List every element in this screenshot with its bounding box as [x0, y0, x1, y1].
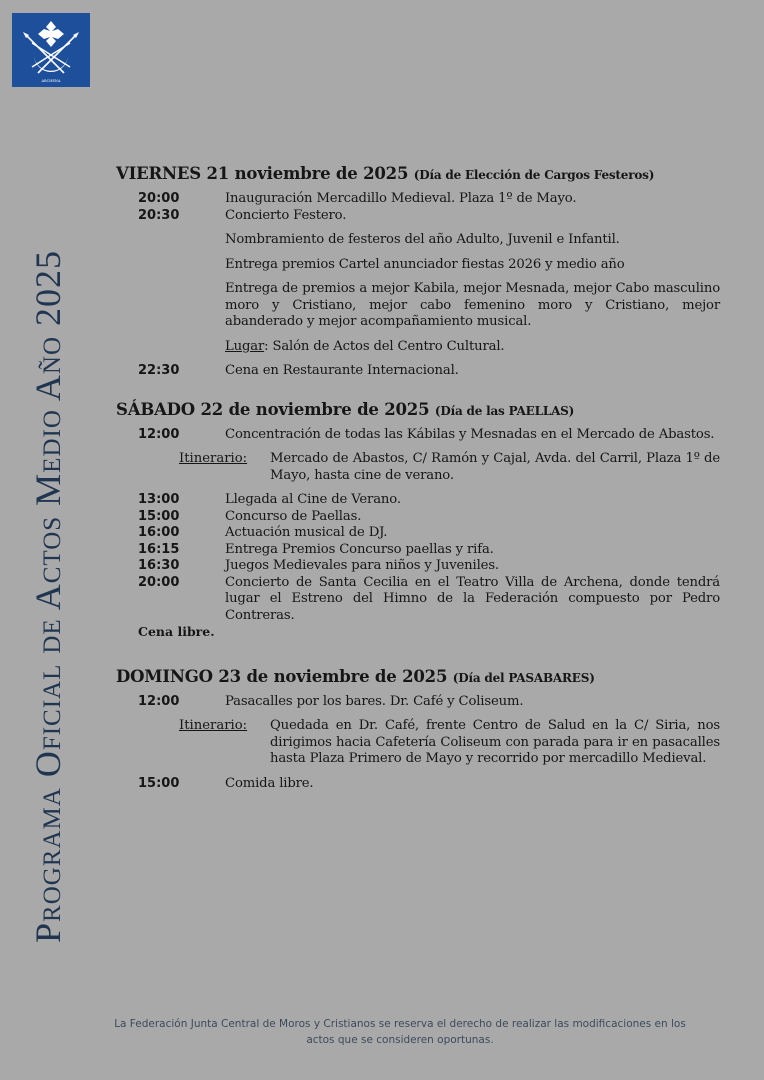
event-row	[116, 363, 720, 380]
logo-caption: ARCHENA	[41, 79, 61, 83]
event-text: Llegada al Cine de Verano.	[225, 492, 401, 507]
event-row	[116, 492, 720, 509]
event-text: Concierto de Santa Cecilia en el Teatro Villa de Archena, donde tendrá lugar el Estreno del Himno de la Federación compuesto por Pedro Contreras.	[225, 574, 720, 623]
event-row	[116, 509, 720, 526]
event-time: 15:00	[138, 508, 180, 524]
event-time: 16:30	[138, 558, 180, 573]
event-time: 13:00	[138, 492, 180, 507]
event-time: 20:00	[138, 574, 180, 590]
event-text: Actuación musical de DJ.	[225, 525, 388, 540]
itinerary-row	[116, 451, 720, 484]
event-text: Concurso de Paellas.	[225, 508, 362, 524]
federation-logo	[12, 13, 90, 87]
day-title: VIERNES 21 noviembre de 2025	[116, 164, 409, 183]
place-label: Lugar	[225, 338, 265, 354]
event-row	[116, 558, 720, 575]
event-row	[116, 191, 720, 208]
event-text: Concierto Festero.	[225, 207, 347, 223]
itinerary-text: Quedada en Dr. Café, frente Centro de Salud en la C/ Siria, nos dirigimos hacia Cafetería Coliseum con parada para ir en pasacalles hasta Plaza Primero de Mayo y recorrido por mercadillo Medieval.	[270, 718, 720, 766]
event-time: 16:00	[138, 525, 180, 540]
day-subtitle: (Día del PASABARES)	[452, 670, 595, 685]
closing-note: Cena libre.	[138, 624, 215, 639]
event-text: Comida libre.	[225, 775, 314, 791]
event-row	[116, 525, 720, 542]
day-heading	[116, 400, 720, 419]
day-heading	[116, 164, 720, 183]
day-title: DOMINGO 23 de noviembre de 2025	[116, 666, 448, 686]
event-row	[116, 542, 720, 559]
event-row	[116, 427, 720, 444]
event-text: Inauguración Mercadillo Medieval. Plaza 1º de Mayo.	[225, 191, 577, 206]
event-text: Concentración de todas las Kábilas y Mesnadas en el Mercado de Abastos.	[225, 426, 715, 442]
event-text: Entrega premios Cartel anunciador fiestas 2026 y medio año	[225, 256, 625, 272]
day-subtitle: (Día de Elección de Cargos Festeros)	[413, 168, 655, 182]
event-text: Cena en Restaurante Internacional.	[225, 363, 459, 378]
day-title: SÁBADO 22 de noviembre de 2025	[116, 399, 430, 419]
itinerary-text: Mercado de Abastos, C/ Ramón y Cajal, Avda. del Carril, Plaza 1º de Mayo, hasta cine de verano.	[270, 451, 720, 483]
day-subtitle: (Día de las PAELLAS)	[434, 403, 575, 418]
place-text: : Salón de Actos del Centro Cultural.	[264, 338, 505, 354]
itinerary-label: Itinerario:	[179, 718, 248, 733]
footer-line: La Federación Junta Central de Moros y Cristianos se reserva el derecho de realizar las modificaciones en los	[114, 1018, 686, 1030]
event-row	[116, 694, 720, 711]
event-text: Pasacalles por los bares. Dr. Café y Coliseum.	[225, 693, 524, 709]
event-row	[116, 575, 720, 625]
event-row	[116, 257, 720, 274]
cross-crescent-emblem-icon	[12, 13, 90, 87]
itinerary-label: Itinerario:	[179, 451, 248, 466]
event-text: Nombramiento de festeros del año Adulto, Juvenil e Infantil.	[225, 232, 620, 247]
event-time: 22:30	[138, 363, 180, 378]
event-time: 20:30	[138, 207, 180, 223]
day-heading	[116, 667, 720, 686]
side-title: Programa Oficial de Actos Medio Año 2025	[28, 250, 68, 943]
day-saturday	[116, 400, 720, 641]
event-time: 16:15	[138, 541, 180, 557]
disclaimer-footer	[100, 1016, 700, 1048]
day-sunday	[116, 667, 720, 793]
place-row	[116, 339, 720, 356]
event-row	[116, 208, 720, 225]
event-time: 15:00	[138, 775, 180, 791]
footer-line: actos que se consideren oportunas.	[306, 1034, 494, 1046]
program-content	[116, 164, 720, 807]
event-time: 20:00	[138, 191, 180, 206]
day-friday	[116, 164, 720, 380]
event-text: Entrega Premios Concurso paellas y rifa.	[225, 541, 494, 557]
event-row	[116, 232, 720, 249]
event-text: Entrega de premios a mejor Kabila, mejor Mesnada, mejor Cabo masculino moro y Cristiano, mejor cabo femenino moro y Cristiano, mejor abanderado y mejor acompañamiento musical.	[225, 281, 720, 329]
event-row	[116, 281, 720, 331]
itinerary-row	[116, 718, 720, 768]
event-text: Juegos Medievales para niños y Juveniles.	[225, 558, 499, 573]
event-time: 12:00	[138, 426, 180, 442]
event-row	[116, 776, 720, 793]
event-time: 12:00	[138, 693, 180, 709]
